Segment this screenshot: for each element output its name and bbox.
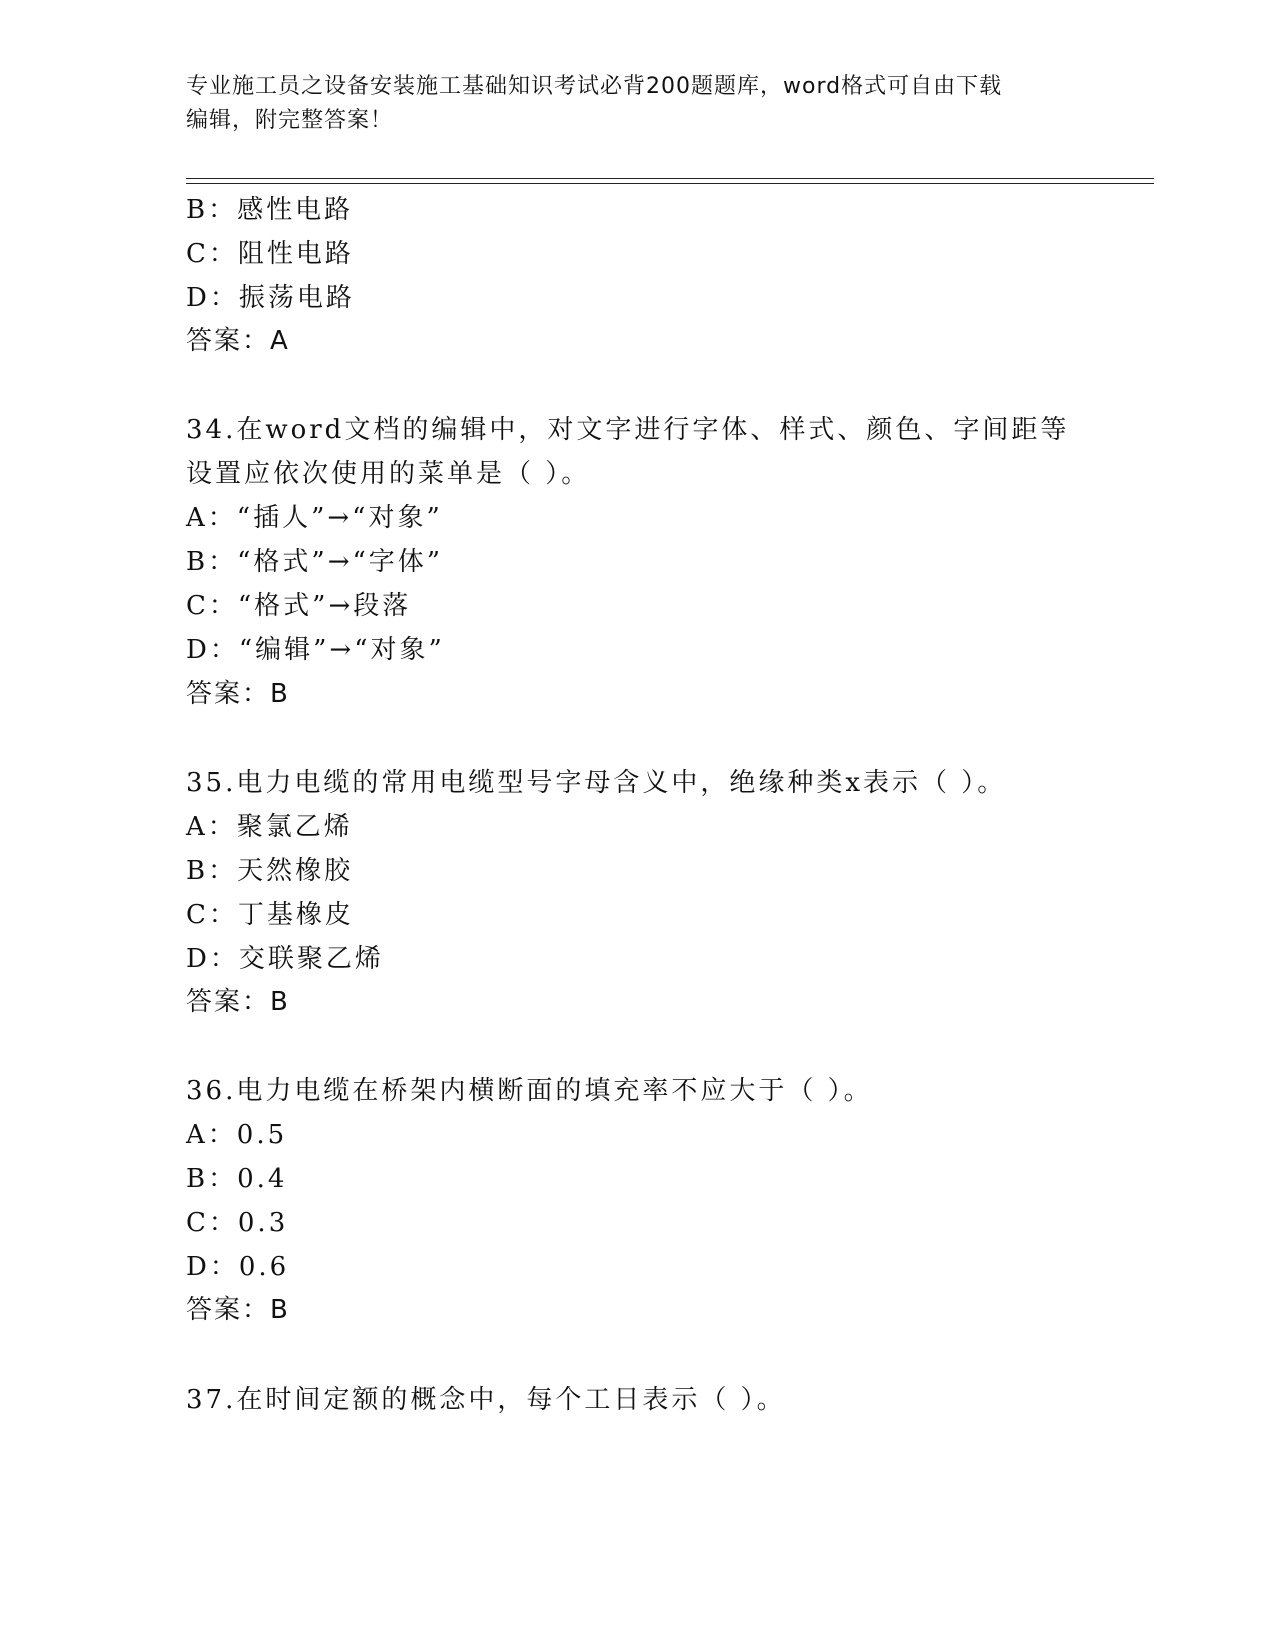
q36-option-b: B：0.4 bbox=[186, 1164, 288, 1194]
q34-stem-line-2: 设置应依次使用的菜单是（ ）。 bbox=[186, 459, 591, 489]
header-divider-top bbox=[186, 178, 1154, 179]
header-title-line-1: 专业施工员之设备安装施工基础知识考试必背200题题库，word格式可自由下载 bbox=[186, 74, 1003, 99]
q36-option-a: A：0.5 bbox=[186, 1120, 288, 1150]
q35-option-b: B：天然橡胶 bbox=[186, 856, 354, 886]
q34-option-c: C：“格式”→段落 bbox=[186, 591, 412, 621]
q36-answer: 答案：B bbox=[186, 1295, 290, 1325]
q34-option-d: D：“编辑”→“对象” bbox=[186, 635, 445, 665]
q34-stem-line-1: 34.在word文档的编辑中，对文字进行字体、样式、颜色、字间距等 bbox=[186, 415, 1070, 445]
q37-stem: 37.在时间定额的概念中，每个工日表示（ ）。 bbox=[186, 1385, 786, 1415]
q36-option-d: D：0.6 bbox=[186, 1252, 290, 1282]
q34-option-b: B：“格式”→“字体” bbox=[186, 547, 444, 577]
q35-option-c: C：丁基橡皮 bbox=[186, 900, 354, 930]
page-header bbox=[186, 70, 1086, 138]
q33-option-d: D：振荡电路 bbox=[186, 283, 355, 313]
q35-stem: 35.电力电缆的常用电缆型号字母含义中，绝缘种类x表示（ ）。 bbox=[186, 768, 1007, 798]
q35-option-a: A：聚氯乙烯 bbox=[186, 812, 353, 842]
header-title-line-2: 编辑，附完整答案！ bbox=[186, 108, 394, 133]
q34-option-a: A：“插人”→“对象” bbox=[186, 503, 443, 533]
q36-option-c: C：0.3 bbox=[186, 1208, 289, 1238]
q33-option-c: C：阻性电路 bbox=[186, 239, 354, 269]
q34-answer: 答案：B bbox=[186, 679, 290, 709]
q35-option-d: D：交联聚乙烯 bbox=[186, 944, 384, 974]
q33-answer: 答案：A bbox=[186, 326, 290, 356]
header-divider-bottom bbox=[186, 183, 1154, 184]
q36-stem: 36.电力电缆在桥架内横断面的填充率不应大于（ ）。 bbox=[186, 1076, 873, 1106]
q35-answer: 答案：B bbox=[186, 987, 290, 1017]
q33-option-b: B：感性电路 bbox=[186, 195, 354, 225]
